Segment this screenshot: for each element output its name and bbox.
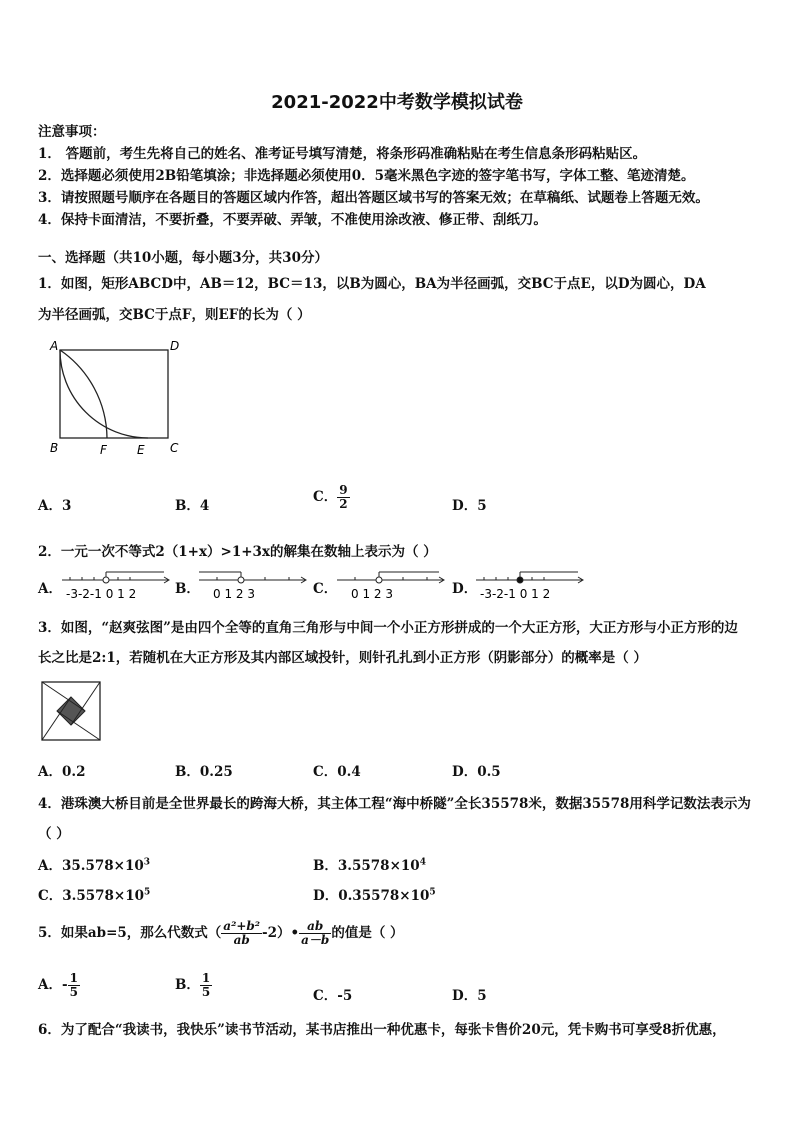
- q3-option-b: B．0.25: [175, 764, 233, 780]
- q3-option-d: D．0.5: [452, 764, 501, 780]
- question-4-text: 4．港珠澳大桥目前是全世界最长的跨海大桥，其主体工程“海中桥隧”全长35578米，数据35578用科学记数法表示为: [38, 796, 751, 812]
- q4-option-c: C．$3.5578\times 10^5$: [38, 887, 151, 904]
- question-4-text: （ ）: [38, 826, 70, 842]
- q5-option-c: C．-5: [313, 988, 353, 1004]
- question-5-text: 5．如果ab=5，那么代数式（ $\frac{\text{a²+b²}}{ab}$ -2）• $\frac{ab}{a-b}$ 的值是（ ）: [38, 919, 404, 948]
- q4-option-d: D．$0.35578\times 10^5$: [313, 887, 436, 904]
- number-line-d: [474, 568, 586, 602]
- notice-item: 1． 答题前，考生先将自己的姓名、准考证号填写清楚，将条形码准确粘贴在考生信息条形码粘贴区。: [38, 146, 647, 162]
- page-title: 2021-2022中考数学模拟试卷: [271, 92, 523, 113]
- question-1-text: 为半径画弧，交BC于点F，则EF的长为（ ）: [38, 307, 311, 323]
- notice-item: 2．选择题必须使用2B铅笔填涂；非选择题必须使用0．5毫米黑色字迹的签字笔书写，字体工整、笔迹清楚。: [38, 168, 695, 184]
- number-line-ticks: -3-2-1 0 1 2: [480, 587, 551, 601]
- label-b: B: [50, 441, 59, 455]
- q4-option-b: B．$3.5578\times 10^4$: [313, 857, 426, 874]
- zhao-shuang-diagram: [40, 680, 102, 742]
- label-c: C: [170, 441, 179, 455]
- number-line-ticks: -3-2-1 0 1 2: [66, 587, 137, 601]
- question-2-text: 2．一元一次不等式2（1+x）>1+3x的解集在数轴上表示为（ ）: [38, 544, 437, 560]
- q5-option-b: B． $\frac{1}{5}$: [175, 971, 211, 1000]
- number-line-b: [197, 568, 309, 602]
- question-3-text: 长之比是2:1，若随机在大正方形及其内部区域投针，则针孔扎到小正方形（阴影部分）的概率是（ ）: [38, 650, 647, 666]
- section-heading: 一、选择题（共10小题，每小题3分，共30分）: [38, 250, 328, 266]
- label-f: F: [100, 443, 107, 457]
- notice-item: 4．保持卡面清洁，不要折叠，不要弄破、弄皱，不准使用涂改液、修正带、刮纸刀。: [38, 212, 547, 228]
- q1-option-d: D．5: [452, 498, 487, 514]
- label-a: A: [50, 339, 59, 353]
- q1-option-b: B．4: [175, 498, 210, 514]
- number-line-c: [335, 568, 447, 602]
- q2-option-a-label: A．: [38, 581, 62, 597]
- number-line-ticks: 0 1 2 3: [213, 587, 255, 601]
- q1-option-a: A．3: [38, 498, 72, 514]
- q2-option-d-label: D．: [452, 581, 478, 597]
- q2-option-c-label: C．: [313, 581, 338, 597]
- q4-option-a: A．$35.578\times 10^3$: [38, 857, 151, 874]
- label-e: E: [137, 443, 145, 457]
- rectangle-arc-figure: [40, 336, 190, 460]
- number-line-ticks: 0 1 2 3: [351, 587, 393, 601]
- notice-item: 3．请按照题号顺序在各题目的答题区域内作答，超出答题区域书写的答案无效；在草稿纸、试题卷上答题无效。: [38, 190, 709, 206]
- label-d: D: [170, 339, 180, 353]
- question-3-text: 3．如图，“赵爽弦图”是由四个全等的直角三角形与中间一个小正方形拼成的一个大正方形，大正方形与小正方形的边: [38, 620, 738, 636]
- notice-heading: 注意事项：: [38, 124, 106, 140]
- q3-option-c: C．0.4: [313, 764, 361, 780]
- q1-option-c: C． $\frac{9}{2}$: [313, 483, 348, 512]
- q5-option-d: D．5: [452, 988, 487, 1004]
- q2-option-b-label: B．: [175, 581, 200, 597]
- question-6-text: 6．为了配合“我读书，我快乐”读书节活动，某书店推出一种优惠卡，每张卡售价20元，凭卡购书可享受8折优惠，: [38, 1022, 726, 1038]
- q3-option-a: A．0.2: [38, 764, 86, 780]
- q5-option-a: A．- $\frac{1}{5}$: [38, 971, 78, 1000]
- number-line-a: [60, 568, 172, 602]
- question-1-text: 1．如图，矩形ABCD中，AB＝12，BC＝13，以B为圆心，BA为半径画弧，交BC于点E，以D为圆心，DA: [38, 276, 706, 292]
